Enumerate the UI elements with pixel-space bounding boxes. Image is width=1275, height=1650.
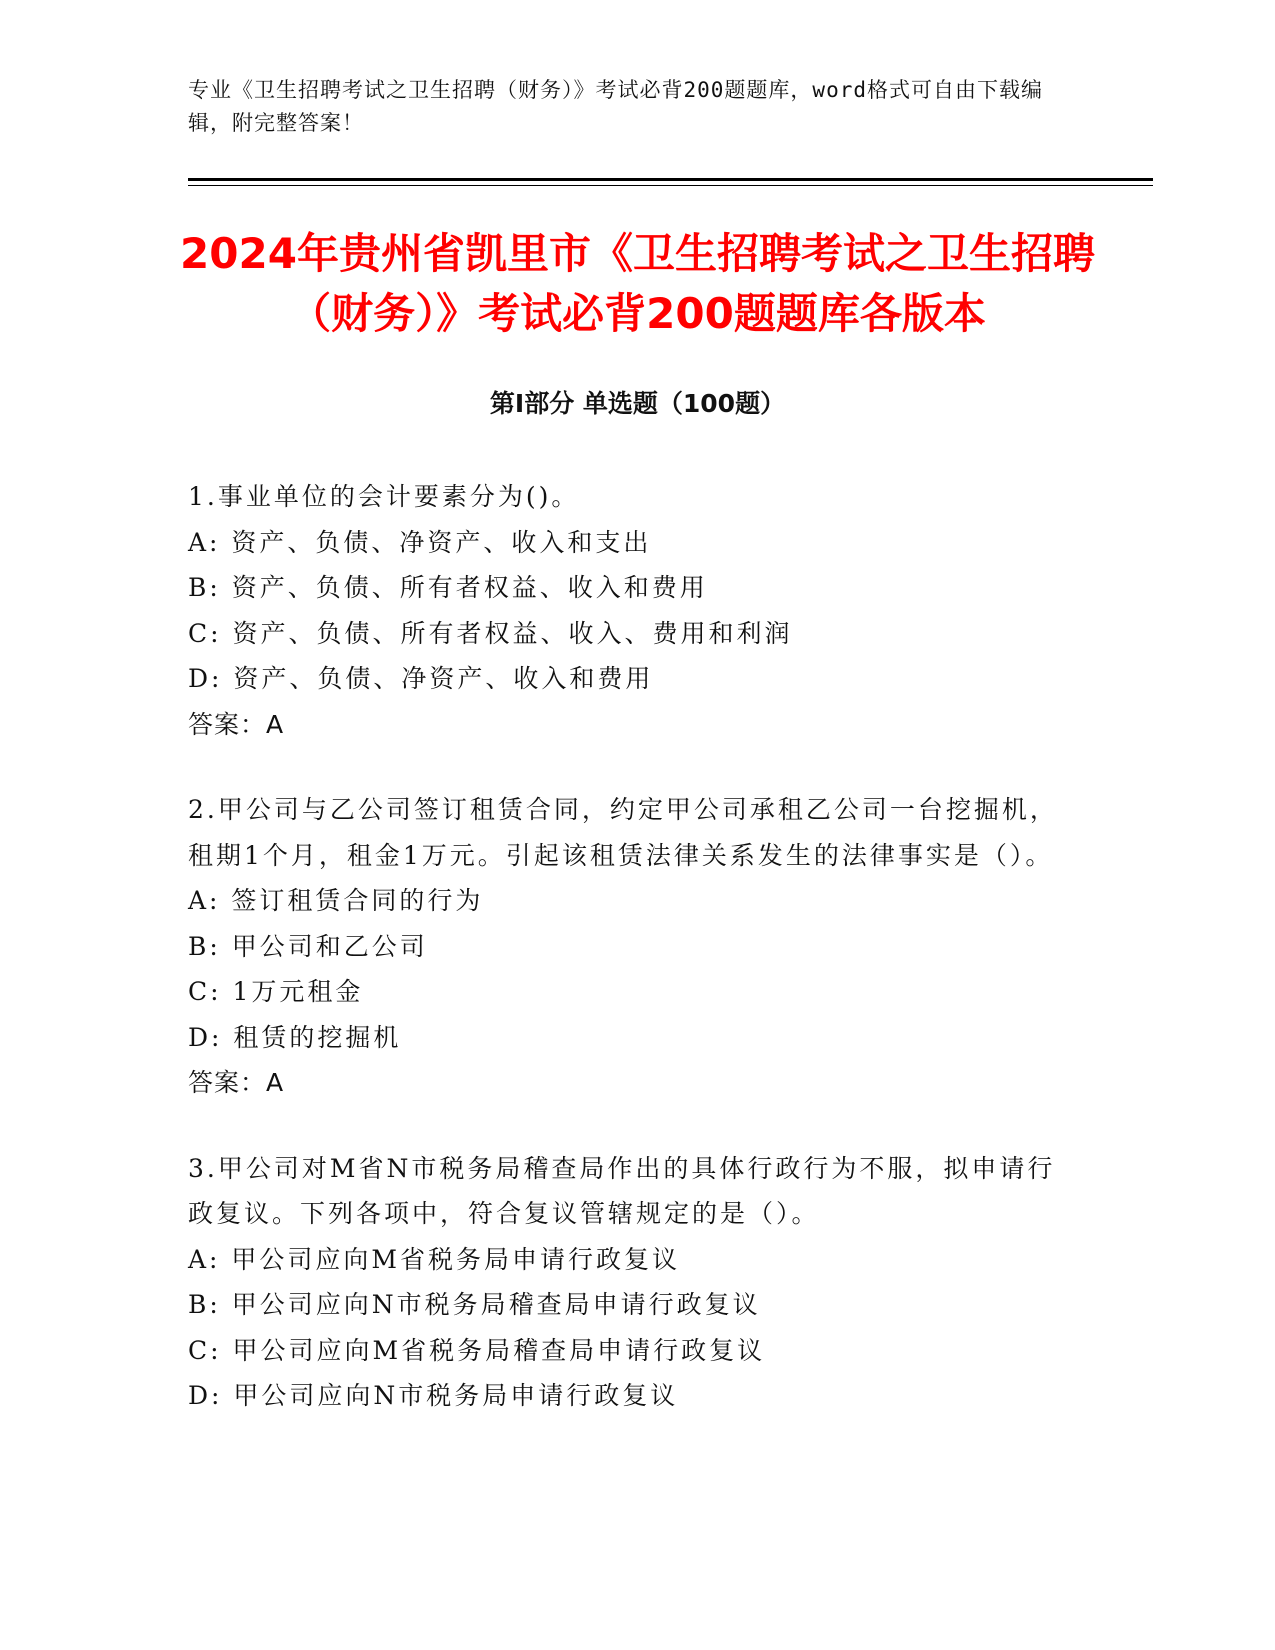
option-c: C: 资产、负债、所有者权益、收入、费用和利润	[188, 618, 793, 648]
option-a: A: 签订租赁合同的行为	[188, 886, 484, 915]
question-2	[188, 787, 1068, 1106]
document-title: 2024年贵州省凯里市《卫生招聘考试之卫生招聘（财务）》考试必背200题题库各版本	[180, 229, 1095, 338]
question-1	[188, 474, 1068, 747]
question-stem: 2.甲公司与乙公司签订租赁合同，约定甲公司承租乙公司一台挖掘机，租期1个月，租金1万元。引起该租赁法律关系发生的法律事实是（）。	[188, 795, 1058, 870]
answer: 答案：A	[188, 1068, 285, 1097]
section-heading: 第I部分 单选题（100题）	[489, 389, 786, 418]
question-list	[188, 474, 1068, 1459]
option-d: D: 租赁的挖掘机	[188, 1022, 402, 1052]
header-note: 专业《卫生招聘考试之卫生招聘（财务）》考试必背200题题库，word格式可自由下载编辑，附完整答案！	[188, 78, 1043, 135]
option-b: B: 资产、负债、所有者权益、收入和费用	[188, 573, 708, 602]
question-stem: 1.事业单位的会计要素分为()。	[188, 482, 580, 511]
option-b: B: 甲公司应向N市税务局稽查局申请行政复议	[188, 1290, 761, 1319]
header-rule	[188, 178, 1153, 181]
option-d: D: 甲公司应向N市税务局申请行政复议	[188, 1381, 679, 1410]
header-rule-thin	[188, 185, 1153, 186]
option-b: B: 甲公司和乙公司	[188, 931, 428, 961]
question-3	[188, 1146, 1068, 1419]
option-c: C: 甲公司应向M省税务局稽查局申请行政复议	[188, 1335, 766, 1365]
option-a: A: 甲公司应向M省税务局申请行政复议	[188, 1244, 681, 1274]
answer: 答案：A	[188, 709, 285, 739]
option-d: D: 资产、负债、净资产、收入和费用	[188, 664, 654, 693]
option-c: C: 1万元租金	[188, 977, 364, 1006]
question-stem: 3.甲公司对M省N市税务局稽查局作出的具体行政行为不服，拟申请行政复议。下列各项中，符合复议管辖规定的是（）。	[188, 1153, 1056, 1228]
option-a: A: 资产、负债、净资产、收入和支出	[188, 527, 652, 557]
